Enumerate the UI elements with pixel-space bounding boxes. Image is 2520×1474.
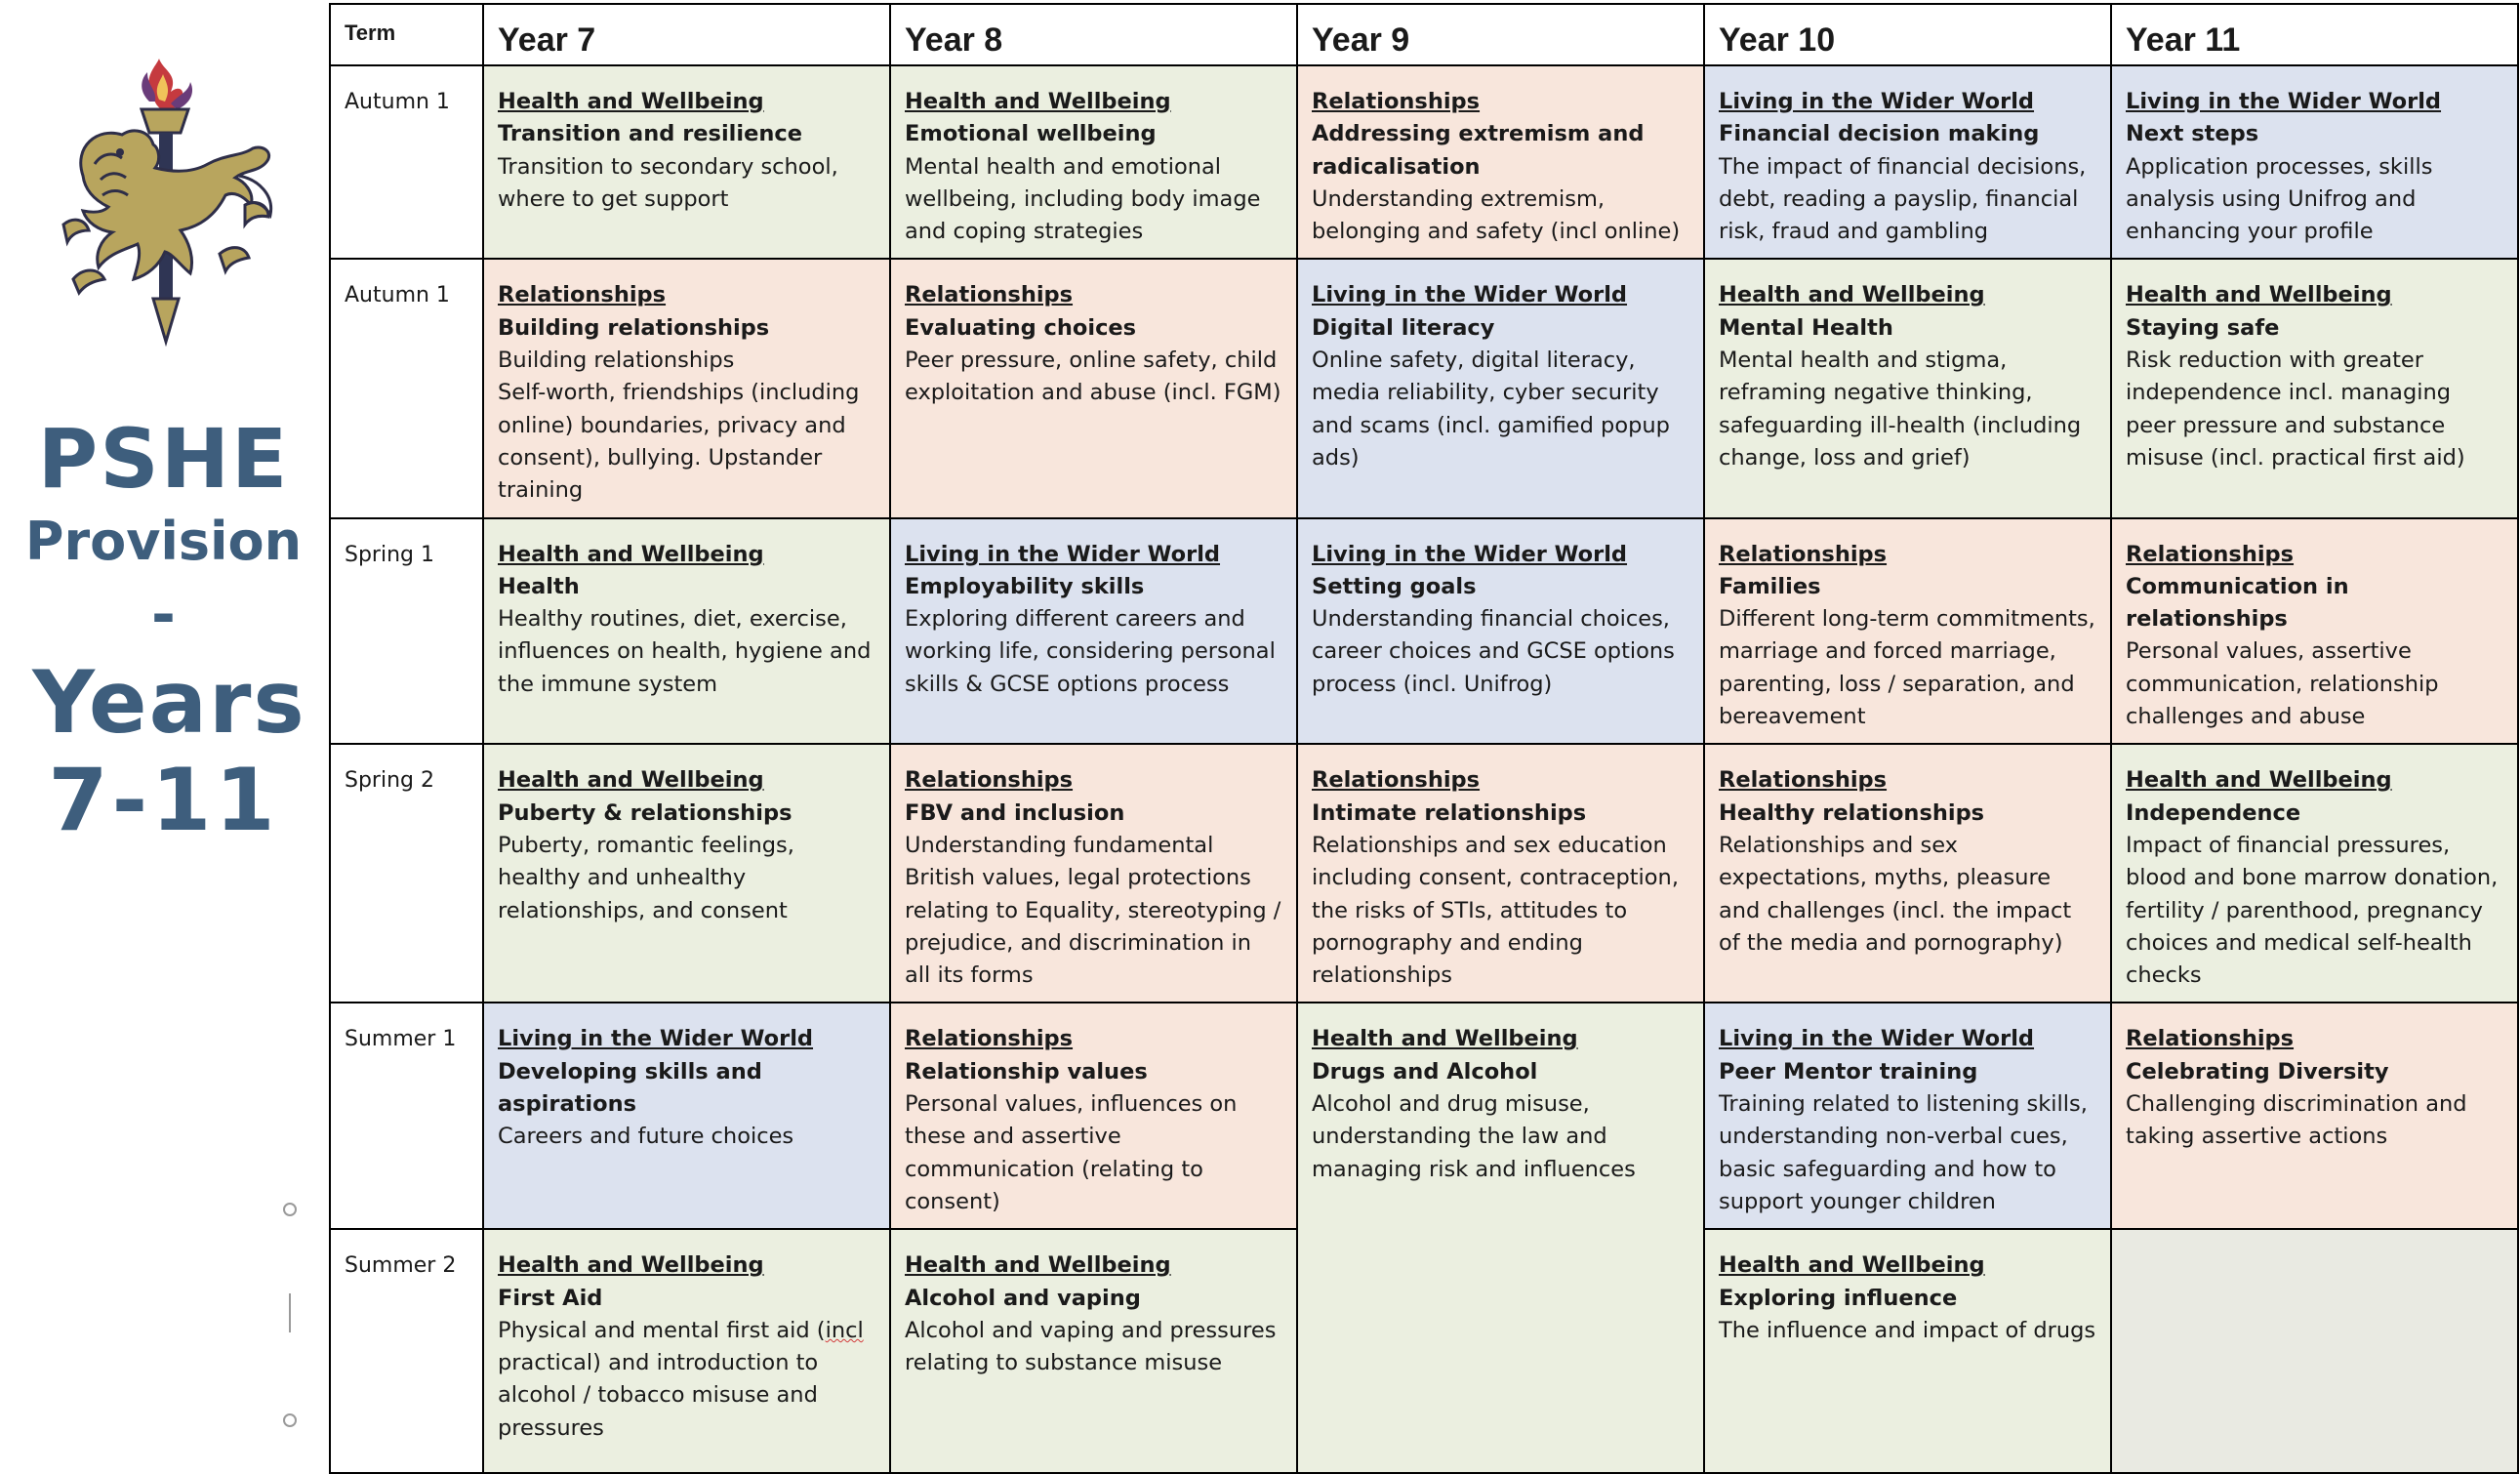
cell-description: Impact of financial pressures, blood and bone marrow donation, fertility / parenthood, pregnancy choices and medical self-health checks <box>2126 832 2499 989</box>
cell-description: Exploring different careers and working life, considering personal skills & GCSE options process <box>905 606 1276 697</box>
empty-table-cell <box>2111 1229 2518 1473</box>
cell-description: Understanding extremism, belonging and safety (incl online) <box>1312 185 1681 245</box>
cell-topic: Setting goals <box>1312 573 1477 599</box>
column-header-year-8: Year 8 <box>890 4 1297 65</box>
cell-theme: Relationships <box>498 282 667 308</box>
table-cell <box>890 744 1297 1003</box>
cell-theme: Living in the Wider World <box>1312 282 1628 308</box>
cell-description: Mental health and stigma, reframing negative thinking, safeguarding ill-health (including change, loss and grief) <box>1719 348 2082 471</box>
column-header-year-10: Year 10 <box>1704 4 2111 65</box>
cell-topic: Celebrating Diversity <box>2126 1058 2389 1085</box>
cell-topic: Financial decision making <box>1719 121 2040 147</box>
cell-topic: Staying safe <box>2126 314 2280 341</box>
cell-description: The influence and impact of drugs <box>1719 1317 2096 1343</box>
cell-topic: Evaluating choices <box>905 314 1137 341</box>
cell-description: Online safety, digital literacy, media reliability, cyber security and scams (incl. gamified popup ads) <box>1312 348 1670 471</box>
cell-theme: Health and Wellbeing <box>498 767 764 794</box>
title-line-range: 7-11 <box>48 750 279 850</box>
cell-theme: Relationships <box>2126 541 2295 567</box>
table-header-row <box>330 4 2518 65</box>
title-line-pshe: PSHE <box>37 411 290 507</box>
table-cell <box>1704 65 2111 259</box>
cell-theme: Living in the Wider World <box>2126 89 2442 114</box>
term-cell: Spring 2 <box>330 744 483 1003</box>
table-cell <box>483 744 890 1003</box>
table-cell <box>2111 65 2518 259</box>
cell-description: Peer pressure, online safety, child exploitation and abuse (incl. FGM) <box>905 348 1281 406</box>
table-cell <box>1297 259 1704 517</box>
cell-description: Alcohol and drug misuse, understanding the law and managing risk and influences <box>1312 1091 1636 1182</box>
cell-topic: Alcohol and vaping <box>905 1285 1141 1311</box>
title-line-provision: Provision <box>24 511 303 572</box>
table-cell <box>890 65 1297 259</box>
cell-theme: Relationships <box>1312 89 1481 114</box>
cell-description <box>498 1315 875 1445</box>
table-cell <box>483 65 890 259</box>
cell-topic: Peer Mentor training <box>1719 1058 1978 1085</box>
title-line-dash: - <box>151 581 176 649</box>
table-cell <box>1704 259 2111 517</box>
cell-description: Understanding financial choices, career choices and GCSE options process (incl. Unifrog) <box>1312 606 1675 697</box>
table-cell <box>890 259 1297 517</box>
table-cell <box>1704 744 2111 1003</box>
cell-theme: Health and Wellbeing <box>905 1252 1171 1279</box>
table-cell <box>483 1229 890 1473</box>
cell-description-part: Physical and mental first aid ( <box>498 1317 826 1343</box>
cell-theme: Health and Wellbeing <box>498 89 764 114</box>
cell-topic: Intimate relationships <box>1312 799 1587 826</box>
slide-handle-top[interactable] <box>283 1203 297 1216</box>
school-crest-icon <box>44 59 283 351</box>
table-cell <box>483 1003 890 1229</box>
column-header-term: Term <box>330 4 483 65</box>
spellcheck-flagged-word: incl <box>825 1317 864 1343</box>
table-cell <box>2111 744 2518 1003</box>
cell-description: Transition to secondary school, where to get support <box>498 153 838 212</box>
cell-description: Application processes, skills analysis using Unifrog and enhancing your profile <box>2126 153 2433 245</box>
term-cell: Spring 1 <box>330 518 483 745</box>
cell-theme: Health and Wellbeing <box>1719 282 1985 308</box>
cell-description-2: Self-worth, friendships (including online) boundaries, privacy and consent), bullying. Upstander training <box>498 380 860 504</box>
cell-theme: Relationships <box>2126 1026 2295 1052</box>
cell-theme: Health and Wellbeing <box>905 89 1171 114</box>
table-cell <box>890 518 1297 745</box>
term-cell: Autumn 1 <box>330 65 483 259</box>
cell-theme: Living in the Wider World <box>905 541 1221 567</box>
cell-theme: Relationships <box>905 767 1074 794</box>
cell-description: Understanding fundamental British values, legal protections relating to Equality, stereotyping / prejudice, and discrimination in all its forms <box>905 832 1281 989</box>
cell-theme: Health and Wellbeing <box>1312 1026 1578 1052</box>
cell-topic: Transition and resilience <box>498 121 802 147</box>
table-cell <box>890 1003 1297 1229</box>
table-row <box>330 259 2518 517</box>
table-cell <box>483 518 890 745</box>
table-row <box>330 744 2518 1003</box>
table-cell <box>1297 518 1704 745</box>
cell-theme: Living in the Wider World <box>1719 1026 2035 1052</box>
column-header-year-7: Year 7 <box>483 4 890 65</box>
slide-handle-bottom[interactable] <box>283 1413 297 1427</box>
table-cell <box>2111 518 2518 745</box>
table-row <box>330 65 2518 259</box>
cell-topic: Building relationships <box>498 314 770 341</box>
table-cell <box>1704 518 2111 745</box>
table-cell <box>890 1229 1297 1473</box>
cell-description: Careers and future choices <box>498 1124 794 1150</box>
cell-theme: Health and Wellbeing <box>1719 1252 1985 1279</box>
cell-topic: Healthy relationships <box>1719 799 1985 826</box>
cell-topic: Digital literacy <box>1312 314 1495 341</box>
cell-description: Relationships and sex education including consent, contraception, the risks of STIs, attitudes to pornography and ending relationships <box>1312 832 1679 989</box>
cell-theme: Health and Wellbeing <box>498 541 764 567</box>
cell-description: Healthy routines, diet, exercise, influences on health, hygiene and the immune system <box>498 606 872 697</box>
table-cell <box>1704 1229 2111 1473</box>
column-header-year-9: Year 9 <box>1297 4 1704 65</box>
cell-theme: Living in the Wider World <box>1719 89 2035 114</box>
cell-topic: Next steps <box>2126 121 2259 147</box>
cell-description: Building relationships <box>498 348 735 374</box>
cell-theme: Relationships <box>1719 767 1888 794</box>
cell-theme: Health and Wellbeing <box>2126 282 2392 308</box>
cell-topic: Developing skills and aspirations <box>498 1058 762 1118</box>
cell-description: Relationships and sex expectations, myths, pleasure and challenges (incl. the impact of the media and pornography) <box>1719 832 2072 956</box>
cell-description: Different long-term commitments, marriage and forced marriage, parenting, loss / separation, and bereavement <box>1719 606 2095 730</box>
cell-theme: Relationships <box>905 1026 1074 1052</box>
cell-description: Personal values, influences on these and assertive communication (relating to consent) <box>905 1091 1238 1214</box>
title-line-years: Years <box>32 652 306 753</box>
cell-topic: Independence <box>2126 799 2301 826</box>
pshe-curriculum-table <box>329 3 2519 1474</box>
term-cell: Autumn 1 <box>330 259 483 517</box>
cell-topic: Relationship values <box>905 1058 1148 1085</box>
cell-theme: Relationships <box>905 282 1074 308</box>
cell-topic: Puberty & relationships <box>498 799 793 826</box>
table-row <box>330 1003 2518 1229</box>
cell-topic: First Aid <box>498 1285 603 1311</box>
table-cell <box>2111 1003 2518 1229</box>
cell-topic: Families <box>1719 573 1821 599</box>
table-cell <box>1704 1003 2111 1229</box>
left-panel <box>0 0 327 1419</box>
cell-theme: Living in the Wider World <box>498 1026 814 1052</box>
cell-description: Challenging discrimination and taking assertive actions <box>2126 1091 2467 1150</box>
cell-topic: Drugs and Alcohol <box>1312 1058 1538 1085</box>
term-cell: Summer 1 <box>330 1003 483 1229</box>
table-cell <box>1297 744 1704 1003</box>
term-cell: Summer 2 <box>330 1229 483 1473</box>
cell-topic: Communication in relationships <box>2126 573 2349 633</box>
cell-description: The impact of financial decisions, debt, reading a payslip, financial risk, fraud and gambling <box>1719 153 2087 245</box>
cell-description: Alcohol and vaping and pressures relating to substance misuse <box>905 1317 1277 1376</box>
cell-description: Mental health and emotional wellbeing, including body image and coping strategies <box>905 153 1261 245</box>
slide-handle-bar[interactable] <box>289 1293 291 1332</box>
column-header-year-11: Year 11 <box>2111 4 2518 65</box>
cell-description: Personal values, assertive communication, relationship challenges and abuse <box>2126 638 2439 730</box>
cell-topic: Exploring influence <box>1719 1285 1958 1311</box>
cell-theme: Health and Wellbeing <box>498 1252 764 1279</box>
table-row <box>330 518 2518 745</box>
cell-theme: Health and Wellbeing <box>2126 767 2392 794</box>
cell-description-part: practical) and introduction to alcohol / tobacco misuse and pressures <box>498 1350 819 1441</box>
cell-theme: Relationships <box>1312 767 1481 794</box>
cell-description: Training related to listening skills, understanding non-verbal cues, basic safeguarding and how to support younger children <box>1719 1091 2088 1214</box>
page-title <box>0 410 327 849</box>
table-cell <box>483 259 890 517</box>
table-cell <box>1297 1003 1704 1473</box>
cell-theme: Living in the Wider World <box>1312 541 1628 567</box>
cell-description: Puberty, romantic feelings, healthy and unhealthy relationships, and consent <box>498 832 794 923</box>
table-cell <box>2111 259 2518 517</box>
cell-topic: Mental Health <box>1719 314 1893 341</box>
cell-topic: Emotional wellbeing <box>905 121 1157 147</box>
cell-topic: Health <box>498 573 580 599</box>
cell-theme: Relationships <box>1719 541 1888 567</box>
cell-topic: FBV and inclusion <box>905 799 1125 826</box>
table-cell <box>1297 65 1704 259</box>
cell-description: Risk reduction with greater independence incl. managing peer pressure and substance misuse (incl. practical first aid) <box>2126 348 2465 471</box>
cell-topic: Employability skills <box>905 573 1145 599</box>
cell-topic: Addressing extremism and radicalisation <box>1312 121 1645 180</box>
